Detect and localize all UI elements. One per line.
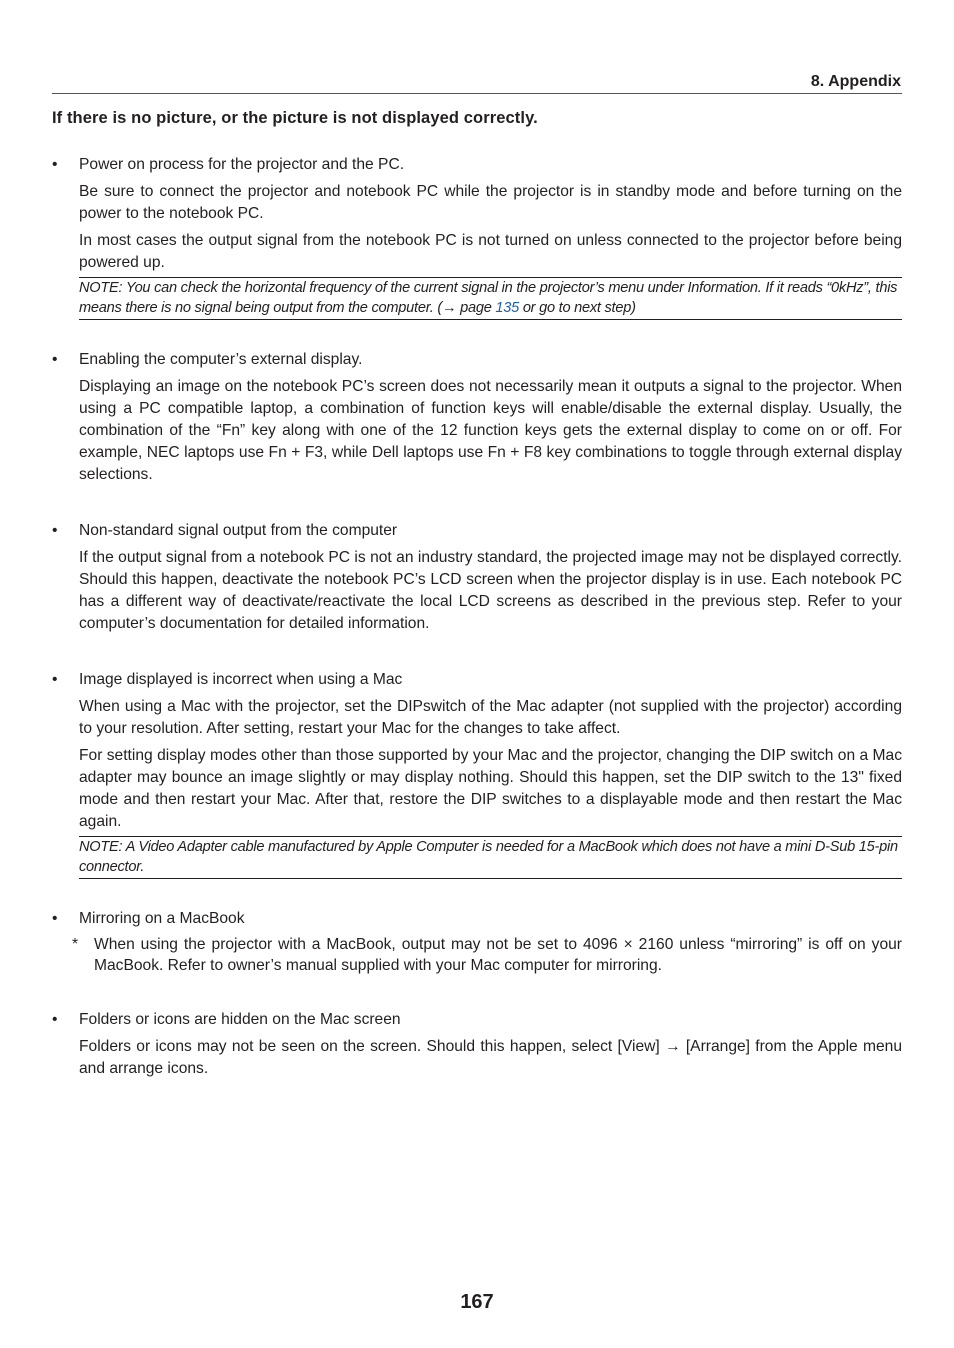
paragraph: If the output signal from a notebook PC is not an industry standard, the projected image may not be displayed correctly. Should this happen, deactivate the notebook PC’s LCD screen when the projector display is in use. Each notebook PC has a different way of deactivate/reactivate the local LCD screens as described in the previous step. Refer to your computer’s documentation for detailed information. [79, 549, 902, 632]
item-heading-text: Mirroring on a MacBook [79, 910, 245, 927]
bullet-icon: • [52, 351, 58, 368]
paragraph: Folders or icons may not be seen on the screen. Should this happen, select [View] → [Arrange] from the Apple menu and arrange icons. [79, 1038, 902, 1077]
item-hidden-icons [52, 1009, 902, 1080]
item-mirroring [52, 908, 902, 976]
note-text-end: or go to next step) [519, 300, 636, 316]
paragraph: In most cases the output signal from the notebook PC is not turned on unless connected to the projector before being powered up. [79, 232, 902, 271]
item-heading [52, 669, 902, 691]
note-box [79, 836, 902, 879]
section-header: 8. Appendix [810, 73, 901, 90]
bullet-icon: • [52, 910, 58, 927]
item-mac-display [52, 669, 902, 879]
item-heading-text: Non-standard signal output from the computer [79, 522, 398, 539]
bullet-icon: • [52, 671, 58, 688]
bullet-icon: • [52, 156, 58, 173]
item-heading [52, 908, 902, 930]
page-link[interactable]: 135 [495, 300, 520, 316]
page-number: 167 [460, 1291, 494, 1313]
note-text: NOTE: You can check the horizontal frequency of the current signal in the projector’s menu under Information. If it reads “0kHz”, this means there is no signal being output from the computer. (→ page [79, 280, 898, 316]
paragraph: When using a Mac with the projector, set the DIPswitch of the Mac adapter (not supplied with the projector) according to your resolution. After setting, restart your Mac for the changes to take affect. [79, 698, 902, 737]
item-heading [52, 154, 902, 176]
item-heading [52, 1009, 902, 1031]
bullet-icon: • [52, 522, 58, 539]
paragraph: Displaying an image on the notebook PC’s screen does not necessarily mean it outputs a signal to the projector. When using a PC compatible laptop, a combination of function keys will enable/disable the external display. Usually, the combination of the “Fn” key along with one of the 12 function keys gets the external display to come on or off. For example, NEC laptops use Fn + F3, while Dell laptops use Fn + F8 key combinations to toggle through external display selections. [79, 378, 902, 483]
header-rule [52, 93, 902, 94]
asterisk-icon: * [72, 936, 79, 953]
section-title: If there is no picture, or the picture is not displayed correctly. [52, 109, 538, 127]
item-external-display [52, 349, 902, 486]
item-heading [52, 520, 902, 542]
footnote-text: When using the projector with a MacBook, output may not be set to 4096 × 2160 unless “mirroring” is off on your MacBook. Refer to owner’s manual supplied with your Mac computer for mirroring. [94, 936, 902, 974]
item-non-standard-signal [52, 520, 902, 635]
item-heading-text: Power on process for the projector and the PC. [79, 156, 405, 173]
item-heading-text: Folders or icons are hidden on the Mac screen [79, 1011, 401, 1028]
item-power-on [52, 154, 902, 320]
note-box [79, 277, 902, 320]
bullet-icon: • [52, 1011, 58, 1028]
paragraph: Be sure to connect the projector and notebook PC while the projector is in standby mode and before turning on the power to the notebook PC. [79, 183, 902, 222]
paragraph: For setting display modes other than those supported by your Mac and the projector, changing the DIP switch on a Mac adapter may bounce an image slightly or may display nothing. Should this happen, set the DIP switch to the 13" fixed mode and then restart your Mac. After that, restore the DIP switches to a displayable mode and then restart the Mac again. [79, 747, 902, 830]
item-heading-text: Enabling the computer’s external display. [79, 351, 363, 368]
note-text: NOTE: A Video Adapter cable manufactured by Apple Computer is needed for a MacBook which does not have a mini D-Sub 15-pin connector. [79, 839, 898, 875]
item-heading [52, 349, 902, 371]
footnote [52, 934, 902, 976]
item-heading-text: Image displayed is incorrect when using a Mac [79, 671, 403, 688]
